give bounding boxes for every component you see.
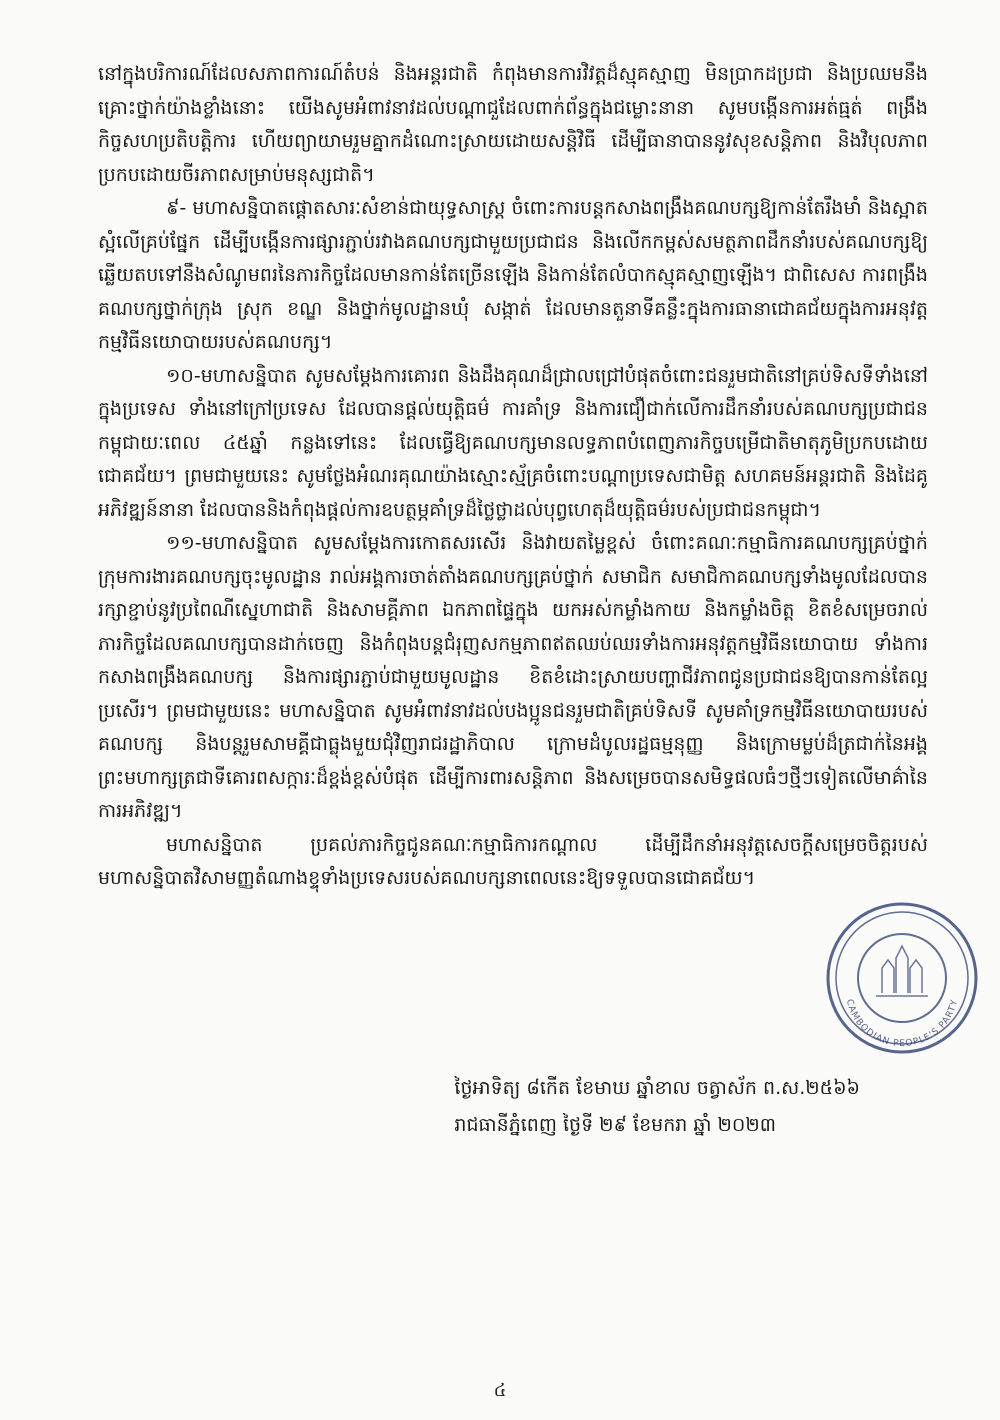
page-number: ៤ (493, 1380, 507, 1401)
document-body (98, 58, 928, 896)
date-lunar: ថ្ងៃអាទិត្យ ៨កើត ខែមាឃ ឆ្នាំខាល ចត្វាស័ក ព.ស.២៥៦៦ (454, 1077, 860, 1099)
date-gregorian: រាជធានីភ្នំពេញ ថ្ងៃទី ២៩ ខែមករា ឆ្នាំ ២០២៣ (454, 1114, 776, 1136)
paragraph-item-9: ៩- មហាសន្និបាតផ្ដោតសារៈសំខាន់ជាយុទ្ធសាស្ត្រ ចំពោះការបន្តកសាងពង្រឹងគណបក្សឱ្យកាន់តែរឹងមាំ និងស្អាតស្អំលើគ្រប់ផ្នែក ដើម្បីបង្កើនការផ្សារភ្ជាប់រវាងគណបក្សជាមួយប្រជាជន និងលើកកម្ពស់សមត្ថភាពដឹកនាំរបស់គណបក្សឱ្យឆ្លើយតបទៅនឹងសំណូមពរនៃភារកិច្ចដែលមានកាន់តែច្រើនឡើង និងកាន់តែលំបាកស្មុគស្មាញឡើង។ ជាពិសេស ការពង្រឹងគណបក្សថ្នាក់ក្រុង ស្រុក ខណ្ឌ និងថ្នាក់មូលដ្ឋានឃុំ សង្កាត់ ដែលមានតួនាទីគន្លឹះក្នុងការធានាជោគជ័យក្នុងការអនុវត្តកម្មវិធីនយោបាយរបស់គណបក្ស។ (98, 197, 928, 353)
paragraph-closing: មហាសន្និបាត ប្រគល់ភារកិច្ចជូនគណៈកម្មាធិការកណ្ដាល ដើម្បីដឹកនាំអនុវត្តសេចក្ដីសម្រេចចិត្តរបស់មហាសន្និបាតវិសាមញ្ញតំណាងខ្ទុទាំងប្រទេសរបស់គណបក្សនាពេលនេះឱ្យទទួលបានជោគជ័យ។ (98, 833, 928, 889)
paragraph-intro-continuation: នៅក្នុងបរិការណ៍ដែលសភាពការណ៍តំបន់ និងអន្តរជាតិ កំពុងមានការវិវត្តដ៏ស្មុគស្មាញ មិនប្រាកដប្រជា និងប្រឈមនឹងគ្រោះថ្នាក់យ៉ាងខ្លាំងនោះ យើងសូមអំពាវនាវដល់បណ្ដាជួដែលពាក់ព័ន្ធក្នុងជម្លោះនានា សូមបង្កើនការអត់ធ្មត់ ពង្រឹងកិច្ចសហប្រតិបត្តិការ ហើយព្យាយាមរួមគ្នាកដំណោះស្រាយដោយសន្តិវិធី ដើម្បីធានាបាននូវសុខសន្តិភាព និងវិបុលភាពប្រកបដោយចីរភាពសម្រាប់មនុស្សជាតិ។ (98, 63, 928, 186)
paragraph-item-11: ១១-មហាសន្និបាត សូមសម្ដែងការកោតសរសើរ និងវាយតម្លៃខ្ពស់ ចំពោះគណៈកម្មាធិការគណបក្សគ្រប់ថ្នាក់ ក្រុមការងារគណបក្សចុះមូលដ្ឋាន រាល់អង្គការចាត់តាំងគណបក្សគ្រប់ថ្នាក់ សមាជិក សមាជិកាគណបក្សទាំងមូលដែលបានរក្សាខ្ជាប់នូវប្រពៃណីស្នេហាជាតិ និងសាមគ្គីភាព ឯកភាពផ្ទៃក្នុង យកអស់កម្លាំងកាយ និងកម្លាំងចិត្ត ខិតខំសម្រេចរាល់ភារកិច្ចដែលគណបក្សបានដាក់ចេញ និងកំពុងបន្តជំរុញសកម្មភាពឥតឈប់ឈរទាំងការអនុវត្តកម្មវិធីនយោបាយ ទាំងការកសាងពង្រឹងគណបក្ស និងការផ្សារភ្ជាប់ជាមួយមូលដ្ឋាន ខិតខំដោះស្រាយបញ្ហាជីវភាពជូនប្រជាជនឱ្យបានកាន់តែល្អប្រសើរ។ ព្រមជាមួយនេះ មហាសន្និបាត សូមអំពាវនាវដល់បងប្អូនជនរួមជាតិគ្រប់ទិសទី សូមគាំទ្រកម្មវិធីនយោបាយរបស់គណបក្ស និងបន្តរួមសាមគ្គីជាធ្លុងមួយជុំវិញរាជរដ្ឋាភិបាល ក្រោមដំបូលរដ្ឋធម្មនុញ្ញ និងក្រោមម្លប់ដ៏ត្រជាក់នៃអង្គព្រះមហាក្សត្រជាទីគោរពសក្ការៈដ៏ខ្ពង់ខ្ពស់បំផុត ដើម្បីការពារសន្តិភាព និងសម្រេចបានសមិទ្ធផលធំៗថ្មីៗទៀតលើមាគ៌ានៃការអភិវឌ្ឍ។ (98, 532, 928, 822)
svg-text:CAMBODIAN PEOPLE'S PARTY: CAMBODIAN PEOPLE'S PARTY (843, 998, 961, 1050)
date-block (454, 1070, 860, 1144)
party-seal-stamp (822, 898, 982, 1058)
paragraph-item-10: ១០-មហាសន្និបាត សូមសម្ដែងការគោរព និងដឹងគុណដ៏ជ្រាលជ្រៅបំផុតចំពោះជនរួមជាតិនៅគ្រប់ទិសទីទាំងនៅក្នុងប្រទេស ទាំងនៅក្រៅប្រទេស ដែលបានផ្ដល់យុត្តិធម៌ ការគាំទ្រ និងការជឿជាក់លើការដឹកនាំរបស់គណបក្សប្រជាជនកម្ពុជាយៈពេល ៤៥ឆ្នាំ កន្លងទៅនេះ ដែលធ្វើឱ្យគណបក្សមានលទ្ធភាពបំពេញភារកិច្ចបម្រើជាតិមាតុភូមិប្រកបដោយជោគជ័យ។ ព្រមជាមួយនេះ សូមថ្លែងអំណរគុណយ៉ាងស្មោះស្ម័គ្រចំពោះបណ្ដាប្រទេសជាមិត្ត សហគមន៍អន្តរជាតិ និងដៃគូអភិវឌ្ឍន៍នានា ដែលបាននិងកំពុងផ្ដល់ការឧបត្ថម្ភគាំទ្រដ៏ថ្លៃថ្លាដល់បុព្វហេតុដ៏យុត្តិធម៌របស់ប្រជាជនកម្ពុជា។ (98, 364, 928, 521)
